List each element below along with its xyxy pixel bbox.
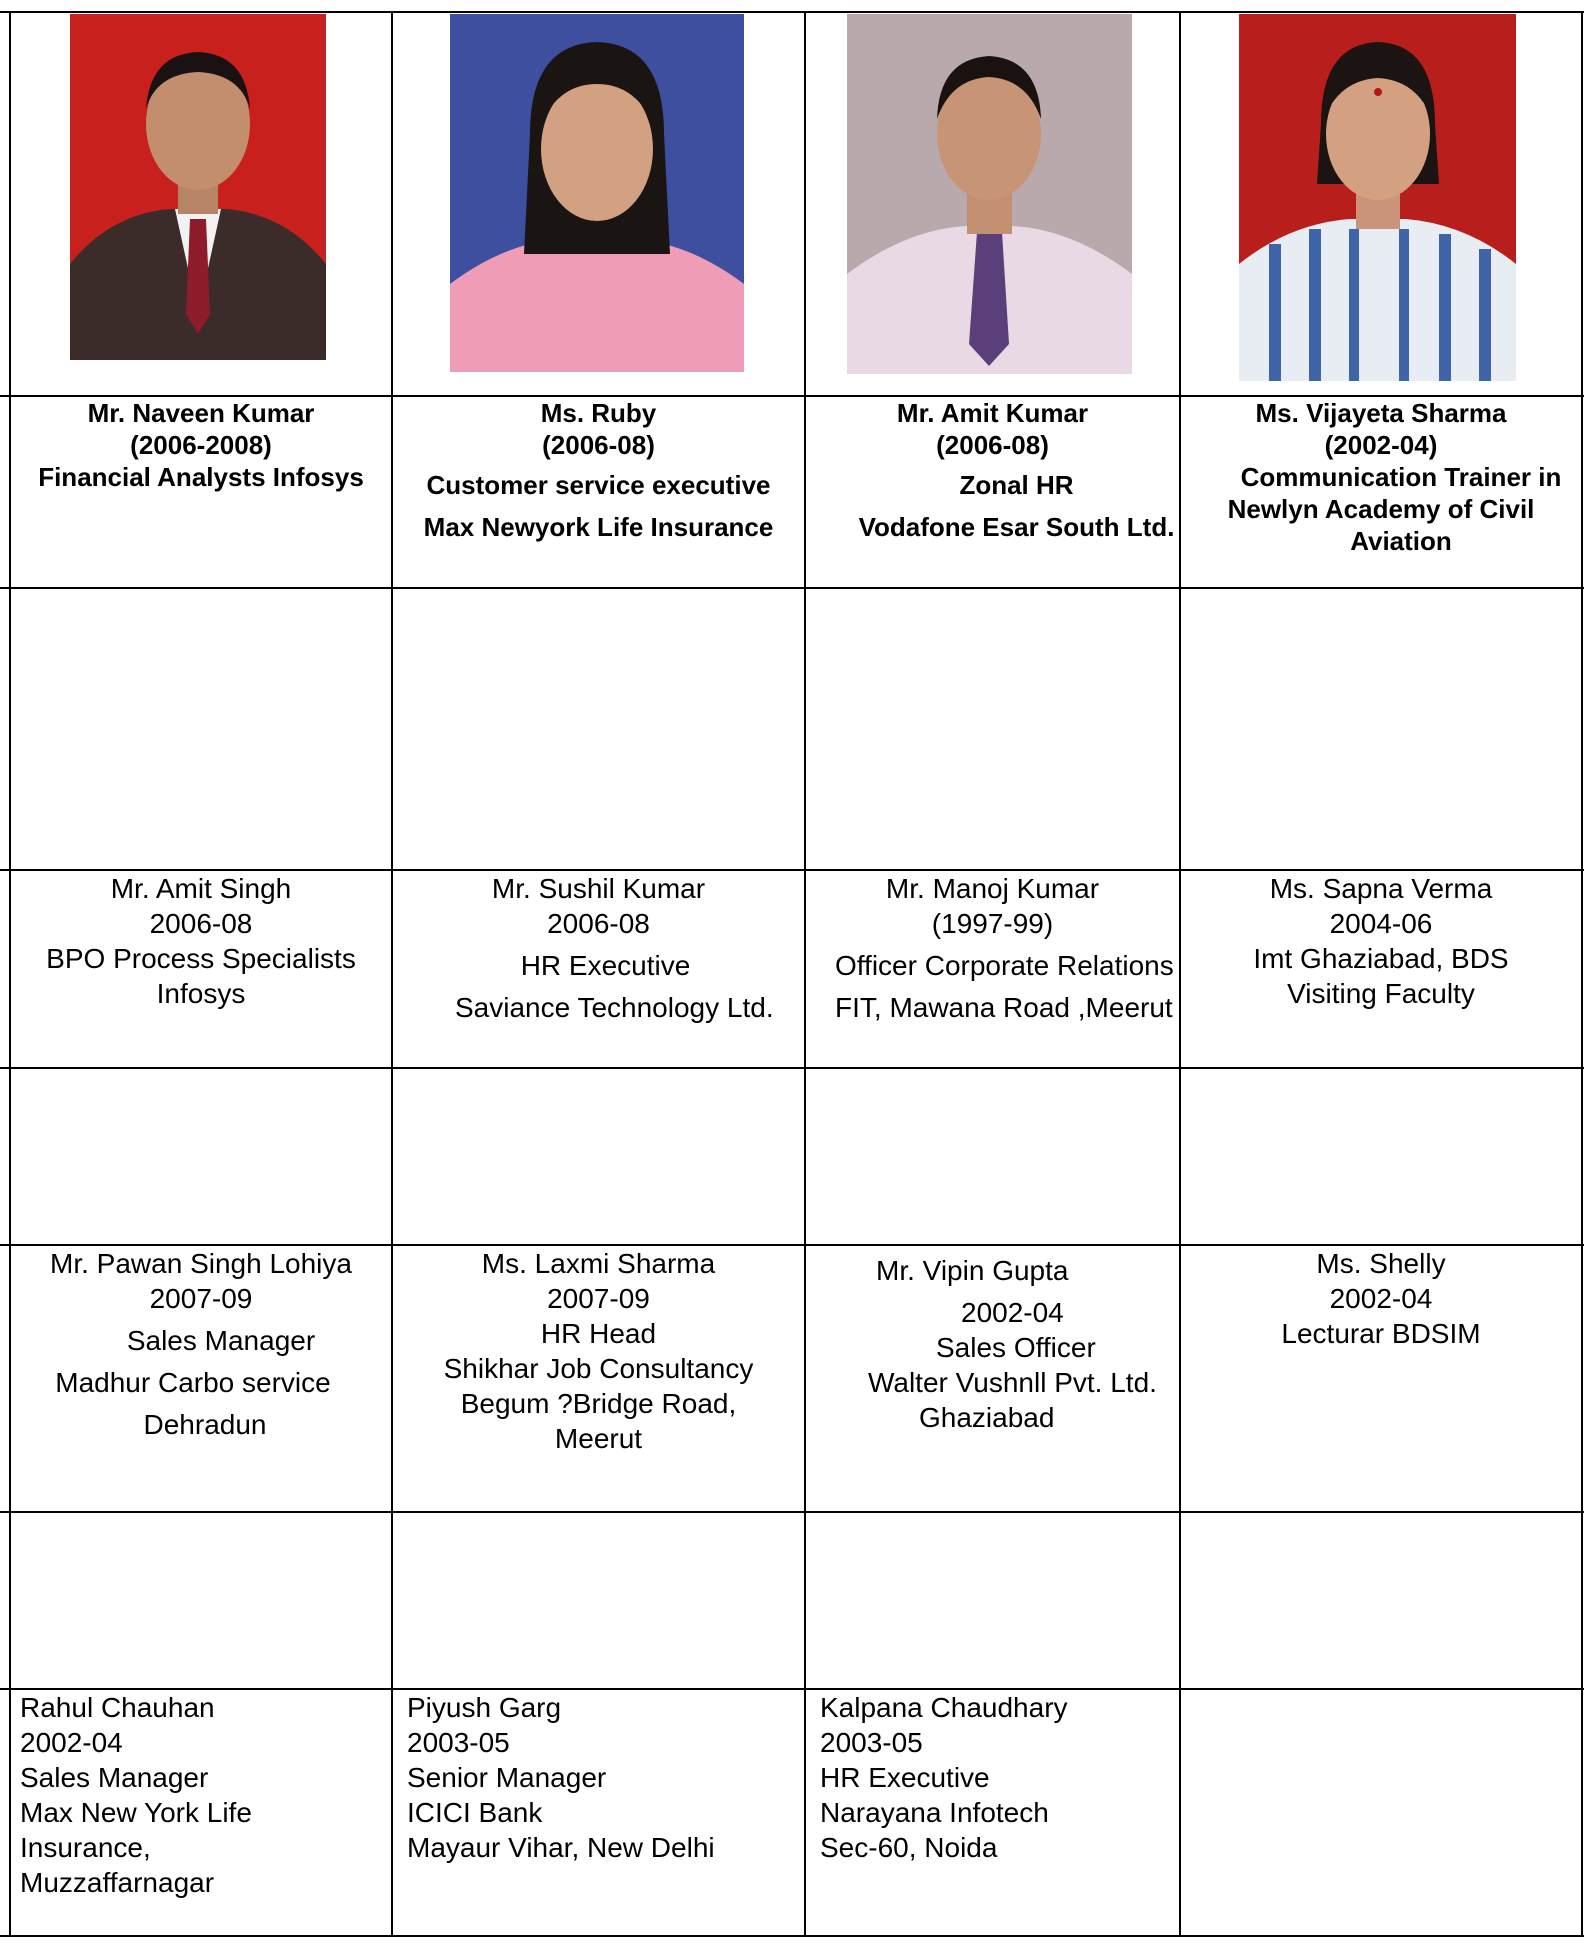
alumni-batch: (2006-08) [542,430,655,460]
alumni-name: Ms. Sapna Verma [1269,873,1493,904]
alumni-name: Mr. Manoj Kumar [885,873,1100,904]
alumni-name: Kalpana Chaudhary [820,1692,1068,1723]
alumni-name: Ms. Shelly [1316,1248,1446,1279]
portrait-vijayeta-sharma-icon [1239,14,1516,381]
alumni-detail: Communication Trainer in [1240,462,1562,492]
portrait-amit-kumar-icon [847,14,1132,374]
alumni-detail: Newlyn Academy of Civil [1227,494,1535,524]
portrait-amit-kumar [847,14,1132,374]
alumni-name: Ms. Laxmi Sharma [481,1248,716,1279]
alumni-detail: FIT, Mawana Road ,Meerut [835,992,1173,1023]
alumni-batch: (1997-99) [931,908,1054,939]
alumni-batch: 2003-05 [820,1727,923,1758]
alumni-detail: Customer service executive [426,470,771,500]
alumni-batch: 2002-04 [961,1297,1064,1328]
alumni-batch: (2006-2008) [130,430,272,460]
alumni-detail: Insurance, [20,1832,151,1863]
alumni-detail: HR Executive [520,950,691,981]
alumni-detail: HR Head [540,1318,657,1349]
alumni-name: Ms. Vijayeta Sharma [1255,398,1507,428]
alumni-detail: Max Newyork Life Insurance [423,512,774,542]
alumni-name: Piyush Garg [407,1692,562,1723]
alumni-detail: Muzzaffarnagar [20,1867,215,1898]
alumni-detail: Senior Manager [407,1762,607,1793]
alumni-detail: Shikhar Job Consultancy [443,1353,754,1384]
alumni-detail: Dehradun [143,1409,267,1440]
alumni-name: Mr. Vipin Gupta [876,1255,1069,1286]
portrait-vijayeta-sharma [1239,14,1516,381]
alumni-batch: 2004-06 [1329,908,1433,939]
alumni-name: Mr. Naveen Kumar [87,398,315,428]
alumni-detail: Max New York Life [20,1797,252,1828]
alumni-batch: 2003-05 [407,1727,510,1758]
alumni-name: Ms. Ruby [540,398,657,428]
alumni-detail: Officer Corporate Relations [835,950,1174,981]
alumni-detail: Imt Ghaziabad, BDS [1253,943,1509,974]
alumni-batch: 2007-09 [547,1283,650,1314]
alumni-name: Mr. Amit Singh [110,873,292,904]
alumni-detail: ICICI Bank [407,1797,543,1828]
alumni-detail: Vodafone Esar South Ltd. [858,512,1175,542]
alumni-batch: (2002-04) [1324,430,1438,460]
alumni-detail: Zonal HR [959,470,1074,500]
alumni-detail: Sales Manager [126,1325,316,1356]
portrait-ruby-icon [450,14,744,372]
alumni-detail: Mayaur Vihar, New Delhi [407,1832,715,1863]
alumni-detail: BPO Process Specialists [46,943,356,974]
alumni-detail: Meerut [554,1423,643,1454]
portrait-naveen-kumar [70,14,326,360]
alumni-detail: Walter Vushnll Pvt. Ltd. [868,1367,1157,1398]
alumni-detail: Narayana Infotech [820,1797,1049,1828]
alumni-detail: Saviance Technology Ltd. [455,992,774,1023]
alumni-detail: Sales Officer [936,1332,1096,1363]
alumni-name: Mr. Sushil Kumar [491,873,706,904]
alumni-detail: Visiting Faculty [1287,978,1475,1009]
alumni-batch: 2002-04 [20,1727,123,1758]
portrait-naveen-kumar-icon [70,14,326,360]
alumni-detail: Infosys [156,978,246,1009]
portrait-ruby [450,14,744,372]
alumni-name: Mr. Pawan Singh Lohiya [50,1248,352,1279]
alumni-detail: Lecturar BDSIM [1281,1318,1481,1349]
alumni-name: Rahul Chauhan [20,1692,215,1723]
alumni-detail: HR Executive [820,1762,990,1793]
alumni-detail: Sec-60, Noida [820,1832,998,1863]
alumni-detail: Financial Analysts Infosys [38,462,364,492]
alumni-detail: Begum ?Bridge Road, [460,1388,737,1419]
alumni-name: Mr. Amit Kumar [896,398,1089,428]
alumni-batch: 2006-08 [547,908,650,939]
alumni-batch: 2002-04 [1329,1283,1433,1314]
alumni-batch: 2007-09 [149,1283,253,1314]
alumni-detail: Aviation [1350,526,1452,556]
alumni-batch: 2006-08 [149,908,253,939]
alumni-detail: Sales Manager [20,1762,209,1793]
alumni-batch: (2006-08) [936,430,1049,460]
alumni-detail: Madhur Carbo service [55,1367,331,1398]
alumni-detail: Ghaziabad [919,1402,1055,1433]
